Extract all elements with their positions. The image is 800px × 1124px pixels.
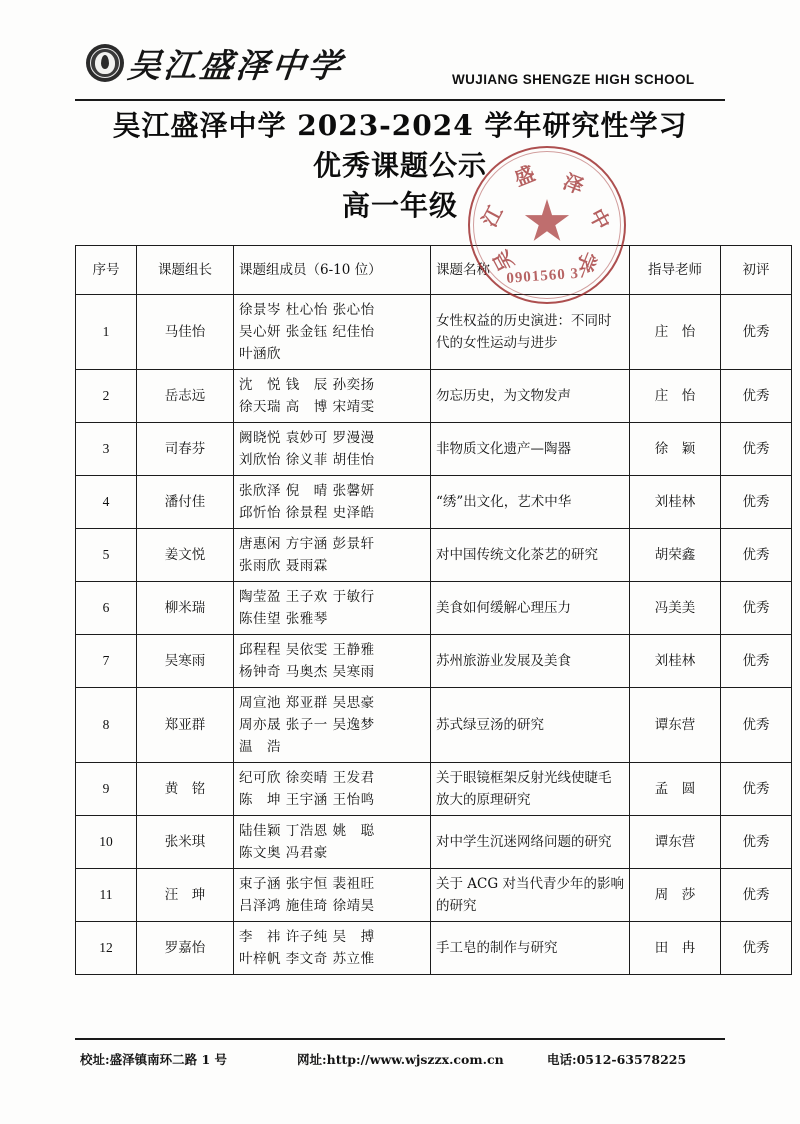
school-crest-icon (86, 44, 124, 82)
member-line: 吴心妍 张金钰 纪佳怡 (239, 324, 375, 340)
cell-topic: “绣”出文化，艺术中华 (431, 476, 630, 529)
cell-members (234, 295, 431, 370)
document-title (0, 106, 800, 226)
table-row (76, 423, 792, 476)
member-line: 周亦晟 张子一 吴逸梦 (239, 717, 375, 733)
cell-members (234, 370, 431, 423)
cell-topic: 苏州旅游业发展及美食 (431, 635, 630, 688)
cell-topic: 勿忘历史，为文物发声 (431, 370, 630, 423)
cell-teacher: 庄 怡 (630, 295, 721, 370)
cell-eval: 优秀 (721, 763, 792, 816)
table-row (76, 529, 792, 582)
footer-divider (75, 1038, 725, 1040)
cell-no: 7 (76, 635, 137, 688)
table-row (76, 922, 792, 975)
table-header-row (76, 246, 792, 295)
cell-no: 8 (76, 688, 137, 763)
member-line: 温 浩 (239, 739, 281, 755)
cell-leader: 柳米瑞 (137, 582, 234, 635)
cell-no: 5 (76, 529, 137, 582)
cell-leader: 姜文悦 (137, 529, 234, 582)
cell-leader: 罗嘉怡 (137, 922, 234, 975)
cell-teacher: 胡荣鑫 (630, 529, 721, 582)
cell-eval: 优秀 (721, 423, 792, 476)
cell-no: 9 (76, 763, 137, 816)
footer-telephone: 电话:0512-63578225 (547, 1052, 687, 1067)
cell-teacher: 田 冉 (630, 922, 721, 975)
cell-topic: 苏式绿豆汤的研究 (431, 688, 630, 763)
column-header-no: 序号 (76, 246, 137, 295)
table-row (76, 816, 792, 869)
cell-eval: 优秀 (721, 816, 792, 869)
cell-teacher: 孟 圆 (630, 763, 721, 816)
member-line: 杨钟奇 马奥杰 吴寒雨 (239, 664, 375, 680)
member-line: 徐景岑 杜心怡 张心怡 (239, 302, 375, 318)
footer-address: 校址:盛泽镇南环二路 1 号 (80, 1052, 228, 1067)
seal-char-6: 江 (477, 201, 508, 231)
column-header-leader: 课题组长 (137, 246, 234, 295)
cell-teacher: 徐 颖 (630, 423, 721, 476)
member-line: 沈 悦 钱 辰 孙奕扬 (239, 377, 375, 393)
member-line: 刘欣怡 徐义菲 胡佳怡 (239, 452, 375, 468)
cell-leader: 潘付佳 (137, 476, 234, 529)
cell-members (234, 869, 431, 922)
seal-char-4: 学 (571, 248, 602, 276)
title-line-1: 吴江盛泽中学 2023-2024 学年研究性学习 (112, 109, 688, 142)
table-row (76, 635, 792, 688)
cell-eval: 优秀 (721, 635, 792, 688)
cell-members (234, 423, 431, 476)
cell-topic: 女性权益的历史演进：不同时代的女性运动与进步 (431, 295, 630, 370)
cell-leader: 岳志远 (137, 370, 234, 423)
table-row (76, 370, 792, 423)
cell-leader: 吴寒雨 (137, 635, 234, 688)
cell-eval: 优秀 (721, 869, 792, 922)
table-row (76, 688, 792, 763)
member-line: 吕泽鸿 施佳琦 徐靖昊 (239, 898, 375, 914)
title-line-2: 优秀课题公示 (312, 149, 487, 182)
title-line-3: 高一年级 (341, 189, 458, 222)
cell-members (234, 529, 431, 582)
table-row (76, 763, 792, 816)
cell-eval: 优秀 (721, 922, 792, 975)
table-row (76, 869, 792, 922)
cell-no: 2 (76, 370, 137, 423)
member-line: 叶梓帆 李文奇 苏立惟 (239, 951, 375, 967)
table-row (76, 476, 792, 529)
cell-members (234, 688, 431, 763)
cell-no: 10 (76, 816, 137, 869)
member-line: 邱程程 吴依雯 王静雅 (239, 642, 375, 658)
cell-members (234, 635, 431, 688)
member-line: 张雨欣 聂雨霖 (239, 558, 328, 574)
cell-no: 6 (76, 582, 137, 635)
footer (75, 1050, 725, 1076)
member-line: 周宣池 郑亚群 吴思豪 (239, 695, 375, 711)
cell-no: 11 (76, 869, 137, 922)
cell-topic: 非物质文化遗产—陶器 (431, 423, 630, 476)
member-line: 唐惠闲 方宇涵 彭景轩 (239, 536, 375, 552)
project-table-container (75, 245, 770, 975)
member-line: 陈文奥 冯君豪 (239, 845, 328, 861)
cell-teacher: 刘桂林 (630, 635, 721, 688)
cell-eval: 优秀 (721, 370, 792, 423)
cell-leader: 马佳怡 (137, 295, 234, 370)
cell-members (234, 476, 431, 529)
cell-no: 4 (76, 476, 137, 529)
cell-members (234, 763, 431, 816)
column-header-eval: 初评 (721, 246, 792, 295)
cell-eval: 优秀 (721, 529, 792, 582)
project-table (75, 245, 792, 975)
cell-members (234, 816, 431, 869)
cell-teacher: 谭东营 (630, 688, 721, 763)
seal-char-5: 吴 (488, 246, 519, 276)
member-line: 陆佳颖 丁浩恩 姚 聪 (239, 823, 375, 839)
member-line: 徐天瑞 高 博 宋靖雯 (239, 399, 375, 415)
cell-leader: 司春芬 (137, 423, 234, 476)
school-name-english: WUJIANG SHENGZE HIGH SCHOOL (452, 72, 695, 87)
table-row (76, 295, 792, 370)
school-name-chinese: 吴江盛泽中学 (125, 46, 346, 85)
header-divider (75, 99, 725, 101)
member-line: 陈佳望 张雅琴 (239, 611, 328, 627)
cell-teacher: 谭东营 (630, 816, 721, 869)
cell-leader: 汪 珅 (137, 869, 234, 922)
cell-leader: 黄 铭 (137, 763, 234, 816)
seal-number: 0901560 37 (505, 265, 589, 287)
cell-members (234, 922, 431, 975)
cell-leader: 张米琪 (137, 816, 234, 869)
member-line: 陶莹盈 王子欢 于敏行 (239, 589, 375, 605)
cell-eval: 优秀 (721, 688, 792, 763)
cell-topic: 关于 ACG 对当代青少年的影响的研究 (431, 869, 630, 922)
column-header-topic: 课题名称 (431, 246, 630, 295)
member-line: 张欣泽 倪 晴 张馨妍 (239, 483, 375, 499)
cell-topic: 对中学生沉迷网络问题的研究 (431, 816, 630, 869)
cell-eval: 优秀 (721, 295, 792, 370)
cell-topic: 关于眼镜框架反射光线使睫毛放大的原理研究 (431, 763, 630, 816)
cell-teacher: 刘桂林 (630, 476, 721, 529)
table-body (76, 295, 792, 975)
member-line: 束子涵 张宇恒 裴祖旺 (239, 876, 375, 892)
cell-topic: 美食如何缓解心理压力 (431, 582, 630, 635)
cell-teacher: 冯美美 (630, 582, 721, 635)
cell-no: 12 (76, 922, 137, 975)
footer-website[interactable]: 网址:http://www.wjszzx.com.cn (297, 1052, 504, 1067)
cell-topic: 对中国传统文化茶艺的研究 (431, 529, 630, 582)
cell-eval: 优秀 (721, 476, 792, 529)
cell-topic: 手工皂的制作与研究 (431, 922, 630, 975)
member-line: 李 祎 许子纯 吴 搏 (239, 929, 375, 945)
cell-teacher: 庄 怡 (630, 370, 721, 423)
cell-teacher: 周 莎 (630, 869, 721, 922)
cell-eval: 优秀 (721, 582, 792, 635)
seal-char-2: 泽 (559, 169, 588, 199)
table-row (76, 582, 792, 635)
column-header-members: 课题组成员（6-10 位） (234, 246, 431, 295)
column-header-teacher: 指导老师 (630, 246, 721, 295)
member-line: 陈 坤 王宇涵 王怡鸣 (239, 792, 375, 808)
member-line: 叶涵欣 (239, 346, 281, 362)
cell-leader: 郑亚群 (137, 688, 234, 763)
letterhead (0, 0, 800, 100)
cell-no: 3 (76, 423, 137, 476)
seal-char-1: 盛 (510, 161, 539, 191)
member-line: 邱忻怡 徐景程 史泽皓 (239, 505, 375, 521)
cell-members (234, 582, 431, 635)
member-line: 阙晓悦 袁妙可 罗漫漫 (239, 430, 375, 446)
seal-char-3: 中 (584, 204, 615, 234)
cell-no: 1 (76, 295, 137, 370)
member-line: 纪可欣 徐奕晴 王发君 (239, 770, 375, 786)
